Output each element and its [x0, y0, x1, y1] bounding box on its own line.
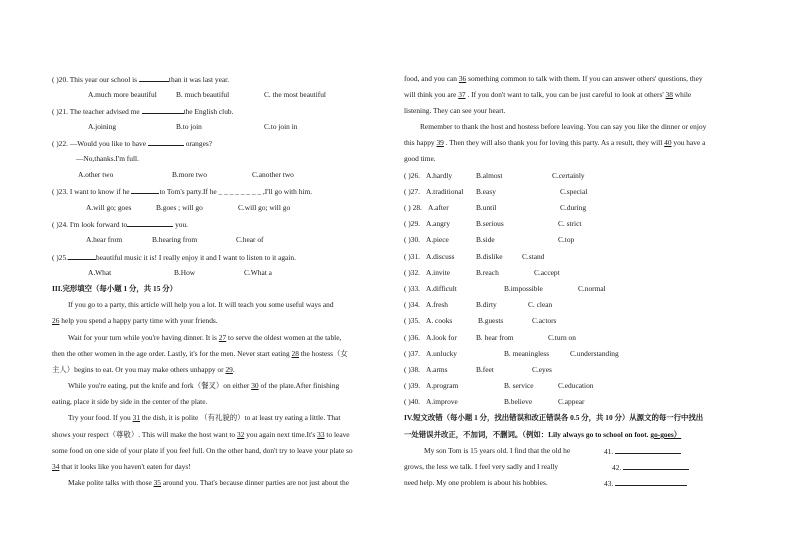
option-b[interactable]: B.almost	[476, 171, 503, 180]
blank-number: 34	[52, 462, 60, 471]
option-b[interactable]: B. meaningless	[504, 349, 550, 358]
option-b[interactable]: B.dirty	[476, 300, 497, 309]
option-c[interactable]: C.stand	[522, 252, 545, 261]
option-a[interactable]: A.traditional	[426, 187, 464, 196]
passage-line: eating, place it side by side in the center of the plate.	[52, 397, 208, 406]
option-a[interactable]: A.angry	[426, 219, 451, 228]
option-a[interactable]: A.discuss	[426, 252, 455, 261]
answer-blank[interactable]	[131, 186, 159, 194]
option-b[interactable]: B.believe	[504, 397, 533, 406]
option-b[interactable]: B. service	[504, 381, 534, 390]
option-number: ( )40.	[404, 397, 421, 406]
option-number: ( )31.	[404, 252, 421, 261]
option-b[interactable]: B.How	[174, 268, 196, 277]
section-heading-correction-example: 一处错误并改正，不加词，不删词。（例如：Lily always go to school on foot. go-goes）	[404, 430, 682, 439]
blank-number: 31	[132, 413, 141, 422]
option-number: ( )36.	[404, 333, 421, 342]
option-c[interactable]: C. the most beautiful	[264, 90, 326, 99]
option-number: ( )30.	[404, 235, 421, 244]
option-c[interactable]: C.accept	[534, 268, 560, 277]
option-b[interactable]: B.feet	[476, 365, 494, 374]
option-c[interactable]: C.appear	[558, 397, 585, 406]
option-b[interactable]: B.until	[476, 203, 497, 212]
option-number: ( )26.	[404, 171, 421, 180]
option-a[interactable]: A.after	[428, 203, 449, 212]
option-a[interactable]: A.hear from	[86, 235, 123, 244]
option-a[interactable]: A.much more beautiful	[88, 90, 157, 99]
option-c[interactable]: C.during	[560, 203, 587, 212]
option-b[interactable]: B.guests	[478, 316, 504, 325]
option-b[interactable]: B.to join	[176, 122, 202, 131]
option-number: ( )32.	[404, 268, 421, 277]
option-c[interactable]: C.will go; will go	[238, 203, 291, 212]
option-b[interactable]: B.impossible	[504, 284, 543, 293]
option-c[interactable]: C. clean	[528, 300, 553, 309]
option-number: ( )37.	[404, 349, 421, 358]
blank-number: 40	[664, 138, 672, 147]
option-a[interactable]: A.program	[426, 381, 459, 390]
section-heading-correction: IV.短文改错（每小题 1 分，找出错误和改正错误各 0.5 分，共 10 分）从源文的每一行中找出	[404, 413, 704, 422]
option-c[interactable]: C.another two	[252, 170, 294, 179]
blank-number: 28	[291, 349, 299, 358]
answer-blank[interactable]	[615, 446, 681, 454]
option-c[interactable]: C.eyes	[532, 365, 552, 374]
option-a[interactable]: A.fresh	[426, 300, 448, 309]
option-a[interactable]: A. cooks	[426, 316, 453, 325]
answer-blank[interactable]	[127, 219, 173, 227]
option-a[interactable]: A.difficult	[426, 284, 457, 293]
passage-line: 26 help you spend a happy party time with your friends.	[52, 316, 218, 325]
blank-number: 36	[458, 74, 467, 83]
option-c[interactable]: C.understanding	[570, 349, 619, 358]
correction-answer: 43.	[604, 478, 687, 488]
option-number: ( )29.	[404, 219, 421, 228]
option-a[interactable]: A.hardly	[426, 171, 453, 180]
passage-line: Wait for your turn while you're having dinner. It is 27 to serve the oldest women at the table,	[68, 333, 342, 342]
option-a[interactable]: A.piece	[426, 235, 449, 244]
option-number: ( )35.	[404, 316, 421, 325]
option-number: ( )38.	[404, 365, 421, 374]
option-number: ( )27.	[404, 187, 421, 196]
passage-line: some food on one side of your plate if you feel full. On the other hand, don't try to leave your plate so	[52, 446, 353, 455]
option-c[interactable]: C.special	[560, 187, 588, 196]
option-b[interactable]: B.hearing from	[152, 235, 198, 244]
option-number: ( )39.	[404, 381, 421, 390]
option-c[interactable]: C.certainly	[552, 171, 585, 180]
passage-line: Make polite talks with those 35 around you. That's because dinner parties are not just about the	[68, 478, 349, 487]
option-c[interactable]: C.actors	[532, 316, 557, 325]
option-b[interactable]: B. much beautiful	[176, 90, 230, 99]
option-a[interactable]: A.other two	[78, 170, 114, 179]
option-a[interactable]: A.improve	[426, 397, 458, 406]
passage-line: then the other women in the age order. Lastly, it's for the men. Never start eating 28 the hostess（女	[52, 349, 348, 358]
blank-number: 35	[153, 478, 161, 487]
passage-line: Remember to thank the host and hostess before leaving. You can say you like the dinner or enjoy	[420, 122, 707, 131]
answer-blank[interactable]	[615, 478, 687, 486]
answer-blank[interactable]	[623, 462, 689, 470]
passage-line: 34 that it looks like you haven't eaten for days!	[52, 462, 191, 471]
question-21: ( )21. The teacher advised me the English club.	[52, 107, 234, 116]
option-a[interactable]: A.unlucky	[426, 349, 457, 358]
blank-number: 27	[218, 333, 227, 342]
question-25: ( )25. beautiful music it is! I really enjoy it and I want to listen to it again.	[52, 253, 296, 262]
passage-line: listening. They can see your heart.	[404, 106, 506, 115]
question-23: ( )23. I want to know if he to Tom's party.If he _ _ _ _ _ _ _ _ ,I'll go with him.	[52, 187, 313, 196]
option-a[interactable]: A.look for	[426, 333, 457, 342]
option-c[interactable]: C.hear of	[236, 235, 264, 244]
option-number: ( )34.	[404, 300, 421, 309]
option-c[interactable]: C.What a	[244, 268, 272, 277]
option-c[interactable]: C.to join in	[264, 122, 298, 131]
option-number: ( )33.	[404, 284, 421, 293]
passage-line: this happy 39 . Then they will also thank you for loving this party. As a result, they will 40 you have a	[404, 138, 706, 147]
option-a[interactable]: A.invite	[426, 268, 451, 277]
option-c[interactable]: C. strict	[558, 219, 582, 228]
section-heading-cloze: III.完形填空（每小题 1 分，共 15 分）	[52, 284, 178, 293]
blank-number: 33	[317, 430, 325, 439]
option-b[interactable]: B.reach	[476, 268, 499, 277]
option-b[interactable]: B.dislike	[476, 252, 503, 261]
blank-number: 39	[436, 138, 444, 147]
passage-line: good time.	[404, 154, 436, 163]
option-b[interactable]: B.serious	[476, 219, 504, 228]
correction-line: grows, the less we talk. I feel very sadly and I really	[404, 462, 559, 471]
option-b[interactable]: B.goes ; will go	[156, 203, 203, 212]
option-a[interactable]: A.joining	[88, 122, 117, 131]
option-a[interactable]: A.arms	[426, 365, 448, 374]
passage-line: While you're eating, put the knife and fork（餐叉）on either 30 of the plate.After finishing	[68, 381, 340, 390]
passage-line: shows your respect（尊敬）. This will make the host want to 32 you again next time.It's 33 to leave	[52, 430, 350, 439]
passage-line: will think you are 37 . If you don't want to talk, you can be just careful to look at others' 38 while	[404, 90, 692, 99]
option-a[interactable]: A.What	[88, 268, 112, 277]
correction-line: need help. My one problem is about his hobbies.	[404, 478, 548, 487]
question-20: ( )20. This year our school is than it was last year.	[52, 75, 230, 84]
option-b[interactable]: B.more two	[172, 170, 207, 179]
option-b[interactable]: B. hear from	[476, 333, 514, 342]
option-number: ( ) 28.	[404, 203, 422, 212]
option-b[interactable]: B.easy	[476, 187, 496, 196]
blank-number: 26	[52, 316, 60, 325]
question-24: ( )24. I'm look forward to you.	[52, 220, 189, 229]
option-c[interactable]: C.education	[558, 381, 594, 390]
blank-number: 32	[236, 430, 245, 439]
question-22: ( )22. —Would you like to have oranges?	[52, 139, 213, 148]
passage-line: Try your food. If you 31 the dish, it is polite （有礼貌的）to at least try eating a little. That	[68, 413, 341, 422]
passage-line: food, and you can 36 something common to talk with them. If you can answer others' questions, they	[404, 74, 703, 83]
blank-number: 38	[665, 90, 673, 99]
option-c[interactable]: C.top	[558, 235, 575, 244]
correction-line: My son Tom is 15 years old. I find that the old he	[424, 446, 571, 455]
blank-number: 29	[225, 365, 233, 374]
blank-number: 30	[251, 381, 259, 390]
option-b[interactable]: B.side	[476, 235, 495, 244]
option-c[interactable]: C.turn on	[548, 333, 576, 342]
blank-number: 37	[458, 90, 466, 99]
answer-blank[interactable]	[139, 74, 169, 82]
correction-answer: 41.	[604, 446, 681, 456]
question-22-reply: —No,thanks.I'm full.	[76, 154, 139, 163]
option-c[interactable]: C.normal	[578, 284, 606, 293]
answer-blank[interactable]	[68, 252, 96, 260]
passage-line: If you go to a party, this article will help you a lot. It will teach you some useful ways and	[68, 300, 334, 309]
answer-blank[interactable]	[148, 138, 184, 146]
correction-answer: 42.	[612, 462, 689, 472]
option-a[interactable]: A.will go; goes	[86, 203, 132, 212]
answer-blank[interactable]	[142, 106, 184, 114]
passage-line: 主人）begins to eat. Or you may make others unhappy or 29.	[52, 365, 235, 374]
